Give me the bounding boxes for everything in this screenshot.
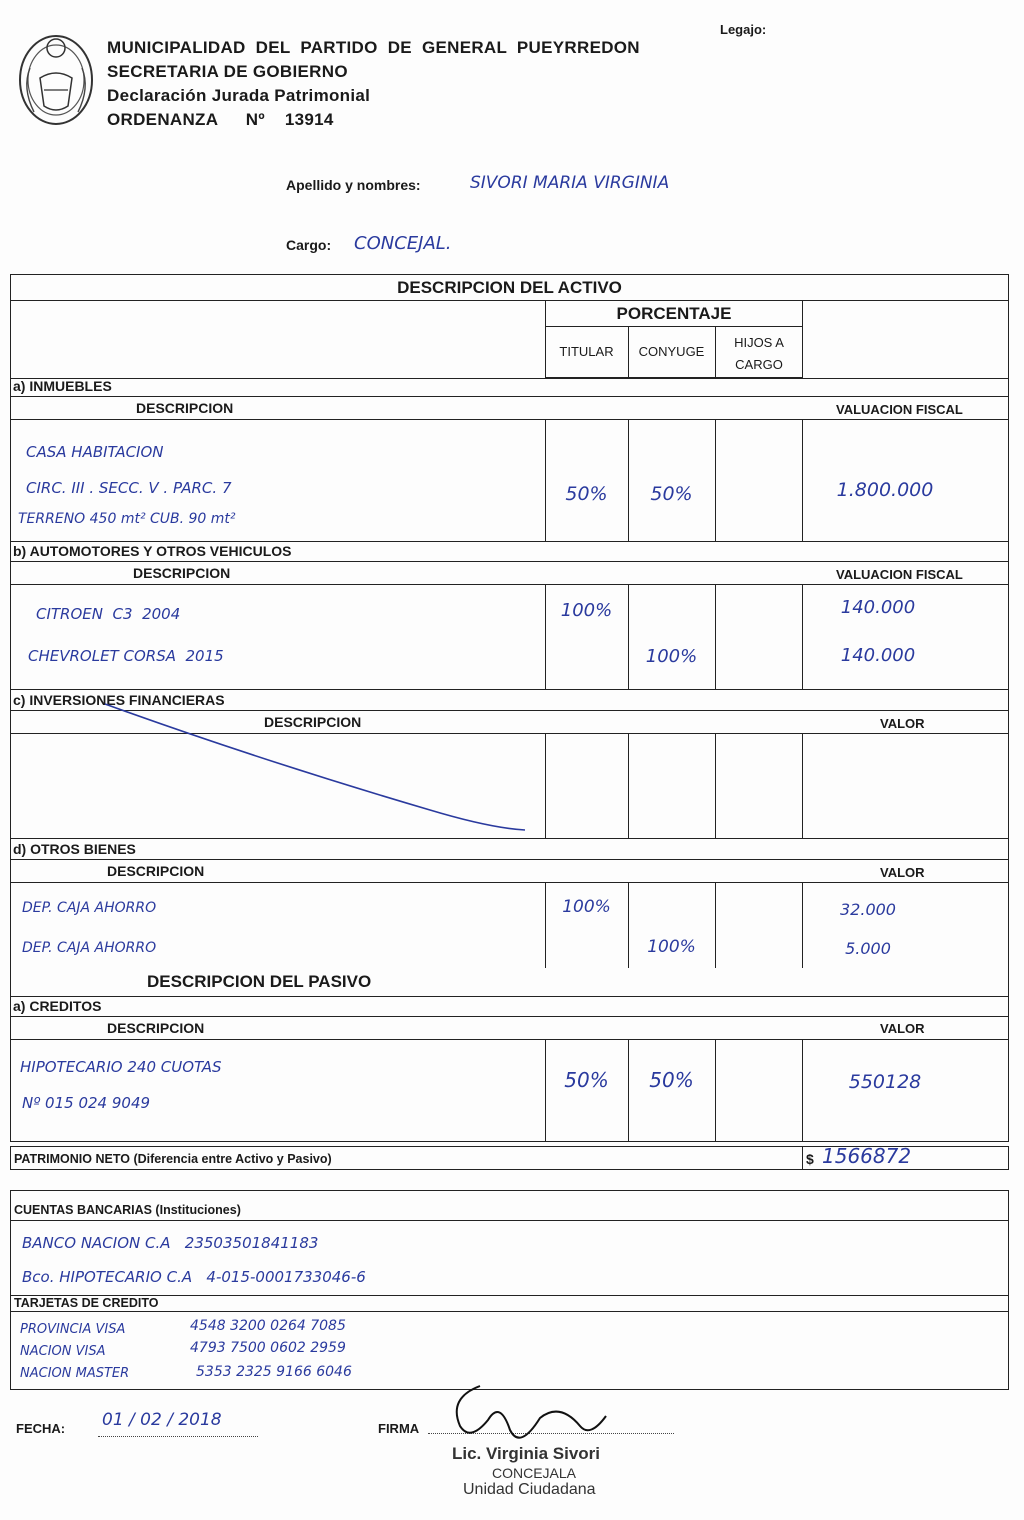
inversiones-value-header: VALOR	[880, 716, 925, 731]
stamp-party: Unidad Ciudadana	[463, 1481, 596, 1498]
col-hijos-cargo: CARGO	[735, 357, 783, 372]
credito-value: 550128	[848, 1071, 922, 1093]
otros-2-desc: DEP. CAJA AHORRO	[22, 940, 157, 956]
creditos-desc-header: DESCRIPCION	[107, 1020, 205, 1036]
name-value: SIVORI MARIA VIRGINIA	[470, 173, 670, 193]
automotores-value-header: VALUACION FISCAL	[836, 567, 963, 582]
municipal-seal	[10, 28, 102, 128]
tarjeta-2-name: NACION VISA	[20, 1344, 106, 1359]
ordenanza-label: ORDENANZA	[107, 110, 218, 129]
col-titular: TITULAR	[559, 344, 614, 359]
vehicle-2-conyuge: 100%	[645, 646, 698, 667]
otros-1-value: 32.000	[840, 900, 896, 919]
inmueble-line-2: CIRC. III . SECC. V . PARC. 7	[26, 479, 232, 497]
ordenanza-no: Nº	[245, 110, 265, 129]
cargo-label: Cargo:	[286, 237, 332, 253]
pasivo-title: DESCRIPCION DEL PASIVO	[147, 972, 372, 991]
otros-label: d) OTROS BIENES	[13, 841, 136, 857]
inmueble-line-3: TERRENO 450 mt² CUB. 90 mt²	[18, 511, 236, 527]
creditos-label: a) CREDITOS	[13, 998, 102, 1014]
inmuebles-label: a) INMUEBLES	[13, 378, 112, 394]
cuenta-2: Bco. HIPOTECARIO C.A 4-015-0001733046-6	[22, 1268, 366, 1286]
activo-title: DESCRIPCION DEL ACTIVO	[397, 278, 622, 297]
col-conyuge: CONYUGE	[638, 344, 705, 359]
tarjeta-2-number: 4793 7500 0602 2959	[190, 1340, 346, 1356]
patrimonio-currency: $	[806, 1151, 814, 1167]
inversiones-desc-header: DESCRIPCION	[264, 714, 362, 730]
otros-1-desc: DEP. CAJA AHORRO	[22, 900, 157, 916]
stamp-name: Lic. Virginia Sivori	[452, 1444, 601, 1463]
fecha-label: FECHA:	[16, 1421, 66, 1436]
firma-label: FIRMA	[378, 1421, 420, 1436]
vehicle-1-value: 140.000	[840, 597, 916, 618]
inmueble-line-1: CASA HABITACION	[26, 443, 164, 461]
tarjeta-1-name: PROVINCIA VISA	[20, 1322, 126, 1337]
cuenta-1: BANCO NACION C.A 23503501841183	[22, 1234, 319, 1252]
porcentaje-header: PORCENTAJE	[616, 304, 732, 323]
header-municipality: MUNICIPALIDAD DEL PARTIDO DE GENERAL PUEYRREDON	[107, 38, 640, 57]
otros-2-value: 5.000	[845, 939, 891, 958]
tarjeta-3-name: NACION MASTER	[20, 1366, 130, 1381]
stamp-title: CONCEJALA	[492, 1465, 577, 1481]
vehicle-2-value: 140.000	[840, 645, 916, 666]
inversiones-label: c) INVERSIONES FINANCIERAS	[13, 692, 225, 708]
legajo-label: Legajo:	[720, 22, 767, 37]
credito-line-1: HIPOTECARIO 240 CUOTAS	[20, 1058, 222, 1076]
name-label: Apellido y nombres:	[286, 177, 421, 193]
credito-conyuge: 50%	[649, 1068, 694, 1092]
header-secretaria: SECRETARIA DE GOBIERNO	[107, 62, 348, 81]
otros-desc-header: DESCRIPCION	[107, 863, 205, 879]
automotores-desc-header: DESCRIPCION	[133, 565, 231, 581]
vehicle-1-desc: CITROEN C3 2004	[36, 605, 181, 623]
vehicle-2-desc: CHEVROLET CORSA 2015	[28, 647, 224, 665]
cuentas-label: CUENTAS BANCARIAS (Instituciones)	[14, 1203, 241, 1217]
patrimonio-value: 1566872	[822, 1144, 912, 1168]
otros-2-conyuge: 100%	[647, 937, 696, 957]
otros-value-header: VALOR	[880, 865, 925, 880]
automotores-label: b) AUTOMOTORES Y OTROS VEHICULOS	[13, 543, 292, 559]
fecha-value: 01 / 02 / 2018	[102, 1410, 222, 1430]
inmuebles-value-header: VALUACION FISCAL	[836, 402, 963, 417]
credito-line-2: Nº 015 024 9049	[22, 1094, 151, 1112]
header-document-title: Declaración Jurada Patrimonial	[107, 86, 371, 105]
inmueble-conyuge: 50%	[650, 483, 693, 505]
otros-1-titular: 100%	[562, 897, 611, 917]
inmuebles-desc-header: DESCRIPCION	[136, 400, 234, 416]
creditos-value-header: VALOR	[880, 1021, 925, 1036]
cargo-value: CONCEJAL.	[354, 233, 452, 254]
header-ordenanza	[107, 110, 334, 130]
tarjeta-3-number: 5353 2325 9166 6046	[196, 1364, 352, 1380]
inversiones-strike-line	[100, 700, 540, 840]
tarjetas-label: TARJETAS DE CREDITO	[14, 1296, 159, 1310]
col-hijos-a: HIJOS A	[734, 335, 784, 350]
vehicle-1-titular: 100%	[560, 600, 613, 621]
patrimonio-label: PATRIMONIO NETO (Diferencia entre Activo y Pasivo)	[14, 1152, 332, 1166]
inmueble-titular: 50%	[565, 483, 608, 505]
inmueble-value: 1.800.000	[836, 479, 934, 501]
credito-titular: 50%	[564, 1068, 609, 1092]
ordenanza-number: 13914	[284, 110, 334, 129]
tarjeta-1-number: 4548 3200 0264 7085	[190, 1318, 346, 1334]
